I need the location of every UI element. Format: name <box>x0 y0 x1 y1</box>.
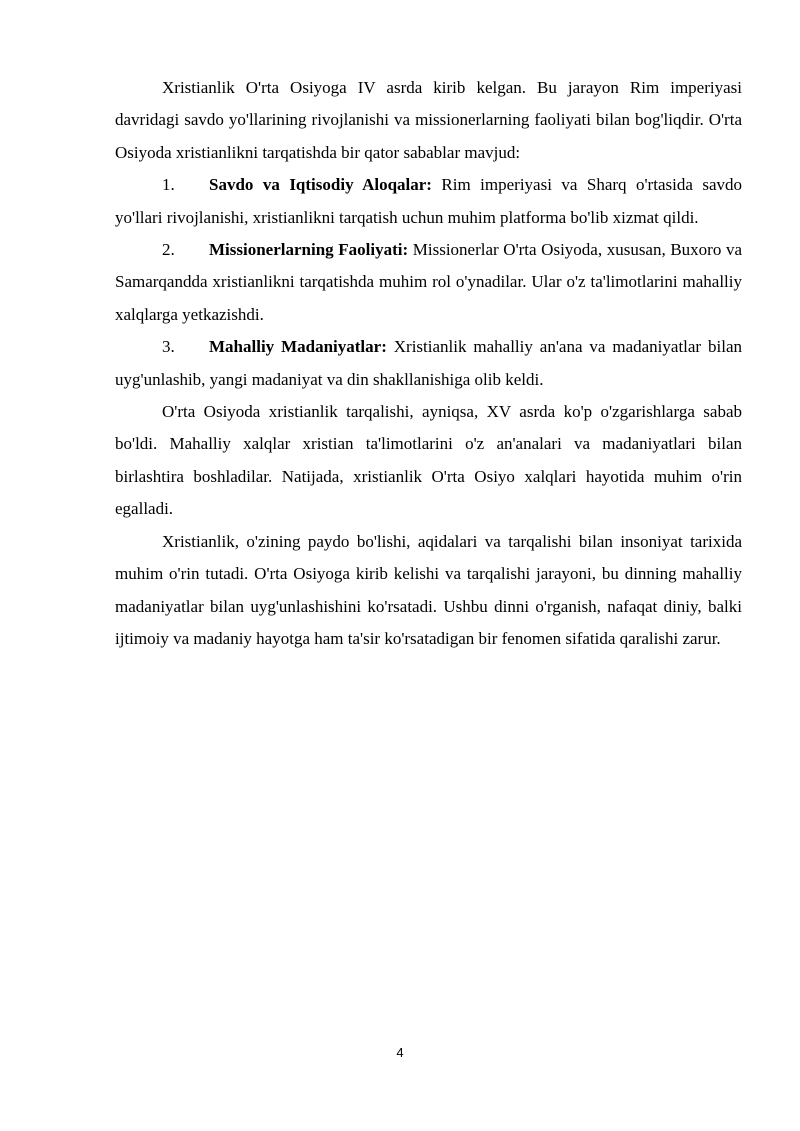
list-item-text: Rim imperiyasi va Sharq o'rtasida savdo yo'llari rivojlanishi, xristianlikni tarqatish uchun muhim platforma bo'lib xizmat qildi. <box>115 175 742 227</box>
list-item-text: Missionerlar O'rta Osiyoda, xususan, Buxoro va Samarqandda xristianlikni tarqatishda muhim rol o'ynadilar. Ular o'z ta'limotlarini mahalliy xalqlarga yetkazishdi. <box>115 240 742 324</box>
list-number: 1. <box>162 175 175 195</box>
list-item-title: Savdo va Iqtisodiy Aloqalar: <box>209 175 432 195</box>
document-body <box>115 72 742 655</box>
list-item-title: Mahalliy Madaniyatlar: <box>209 337 387 357</box>
list-number: 3. <box>162 337 175 357</box>
list-item-1 <box>115 169 742 234</box>
list-item-2 <box>115 234 742 331</box>
list-item-title: Missionerlarning Faoliyati: <box>209 240 409 260</box>
page-number: 4 <box>396 1045 404 1060</box>
body-paragraph-2: O'rta Osiyoda xristianlik tarqalishi, ayniqsa, XV asrda ko'p o'zgarishlarga sabab bo'ldi. Mahalliy xalqlar xristian ta'limotlarini o'z an'analari va madaniyatlari bilan birlashtira boshladilar. Natijada, xristianlik O'rta Osiyo xalqlari hayotida muhim o'rin egalladi. <box>115 402 742 519</box>
intro-paragraph: Xristianlik O'rta Osiyoga IV asrda kirib kelgan. Bu jarayon Rim imperiyasi davridagi savdo yo'llarining rivojlanishi va missionerlarning faoliyati bilan bog'liqdir. O'rta Osiyoda xristianlikni tarqatishda bir qator sabablar mavjud: <box>115 78 742 162</box>
list-number: 2. <box>162 240 175 260</box>
body-paragraph-3: Xristianlik, o'zining paydo bo'lishi, aqidalari va tarqalishi bilan insoniyat tarixida muhim o'rin tutadi. O'rta Osiyoga kirib kelishi va tarqalishi jarayoni, bu dinning mahalliy madaniyatlar bilan uyg'unlashishini ko'rsatadi. Ushbu dinni o'rganish, nafaqat diniy, balki ijtimoiy va madaniy hayotga ham ta'sir ko'rsatadigan bir fenomen sifatida qaralishi zarur. <box>115 531 742 648</box>
list-item-text: Xristianlik mahalliy an'ana va madaniyatlar bilan uyg'unlashib, yangi madaniyat va din shakllanishiga olib keldi. <box>115 337 742 389</box>
list-item-3 <box>115 331 742 396</box>
